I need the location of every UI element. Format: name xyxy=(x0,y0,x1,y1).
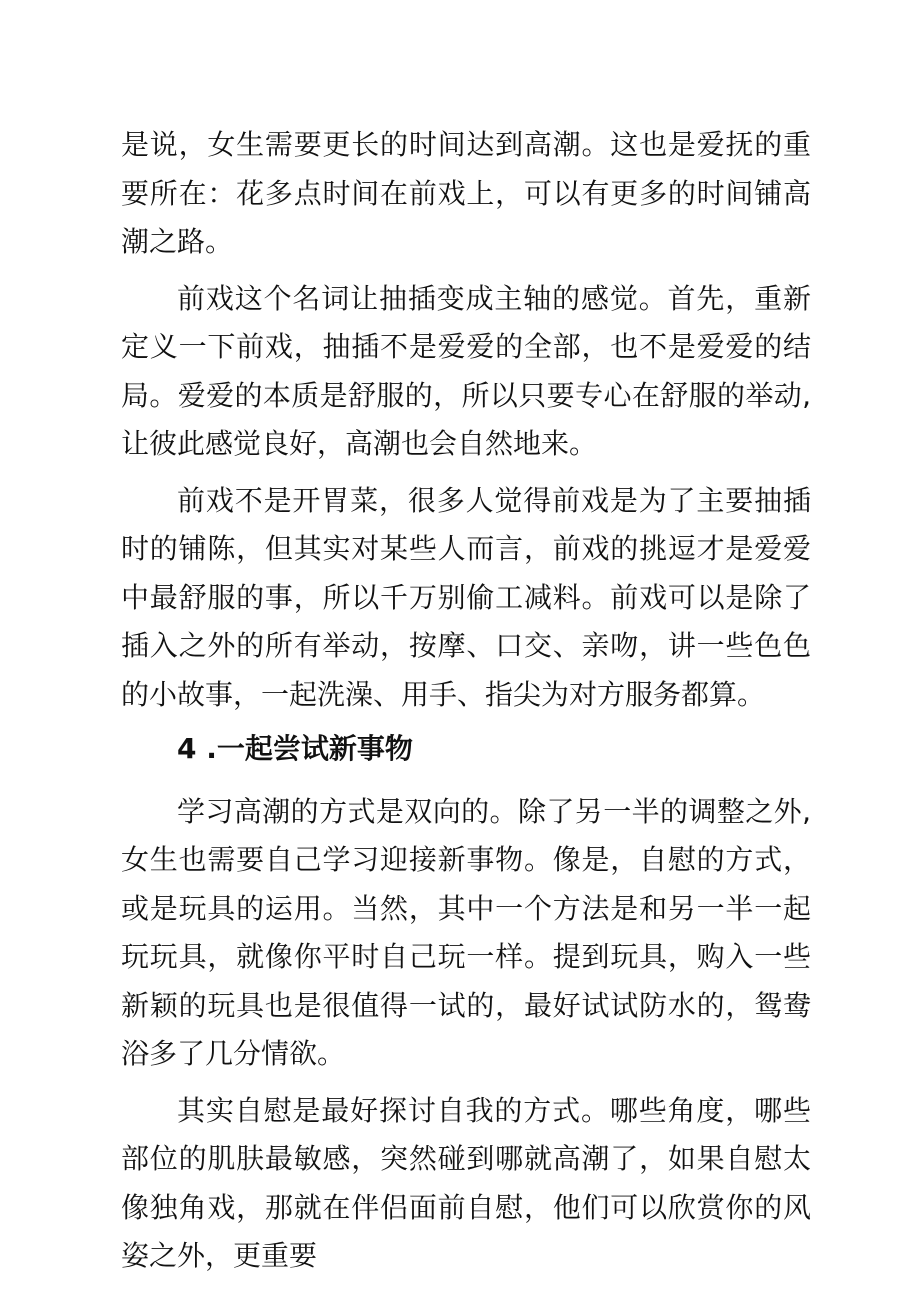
paragraph-gap xyxy=(121,1079,811,1087)
paragraph-continued: 是说，女生需要更长的时间达到高潮。这也是爱抚的重要所在：花多点时间在前戏上，可以有更多的时间铺高潮之路。 xyxy=(121,128,811,258)
section-heading: 4 .一起尝试新事物 xyxy=(177,732,413,765)
paragraph-foreplay-definition: 前戏这个名词让抽插变成主轴的感觉。首先，重新定义一下前戏，抽插不是爱爱的全部，也不是爱爱的结局。爱爱的本质是舒服的，所以只要专心在舒服的举动,让彼此感觉良好，高潮也会自然地来。 xyxy=(121,281,811,460)
paragraph-gap xyxy=(121,267,811,275)
paragraph-learning-climax: 学习高潮的方式是双向的。除了另一半的调整之外,女生也需要自己学习迎接新事物。像是，自慰的方式，或是玩具的运用。当然，其中一个方法是和另一半一起玩玩具，就像你平时自己玩一样。提到玩具，购入一些新颖的玩具也是很值得一试的，最好试试防水的，鸳鸯浴多了几分情欲。 xyxy=(121,794,811,1070)
document-body xyxy=(121,121,811,1281)
paragraph-foreplay-not-appetizer: 前戏不是开胃菜，很多人觉得前戏是为了主要抽插时的铺陈，但其实对某些人而言，前戏的挑逗才是爱爱中最舒服的事，所以千万别偷工减料。前戏可以是除了插入之外的所有举动，按摩、口交、亲吻，讲一些色色的小故事，一起洗澡、用手、指尖为对方服务都算。 xyxy=(121,483,811,711)
paragraph-gap xyxy=(121,469,811,477)
paragraph-self-exploration: 其实自慰是最好探讨自我的方式。哪些角度，哪些部位的肌肤最敏感，突然碰到哪就高潮了，如果自慰太像独角戏，那就在伴侣面前自慰，他们可以欣赏你的风姿之外，更重要 xyxy=(121,1093,811,1272)
